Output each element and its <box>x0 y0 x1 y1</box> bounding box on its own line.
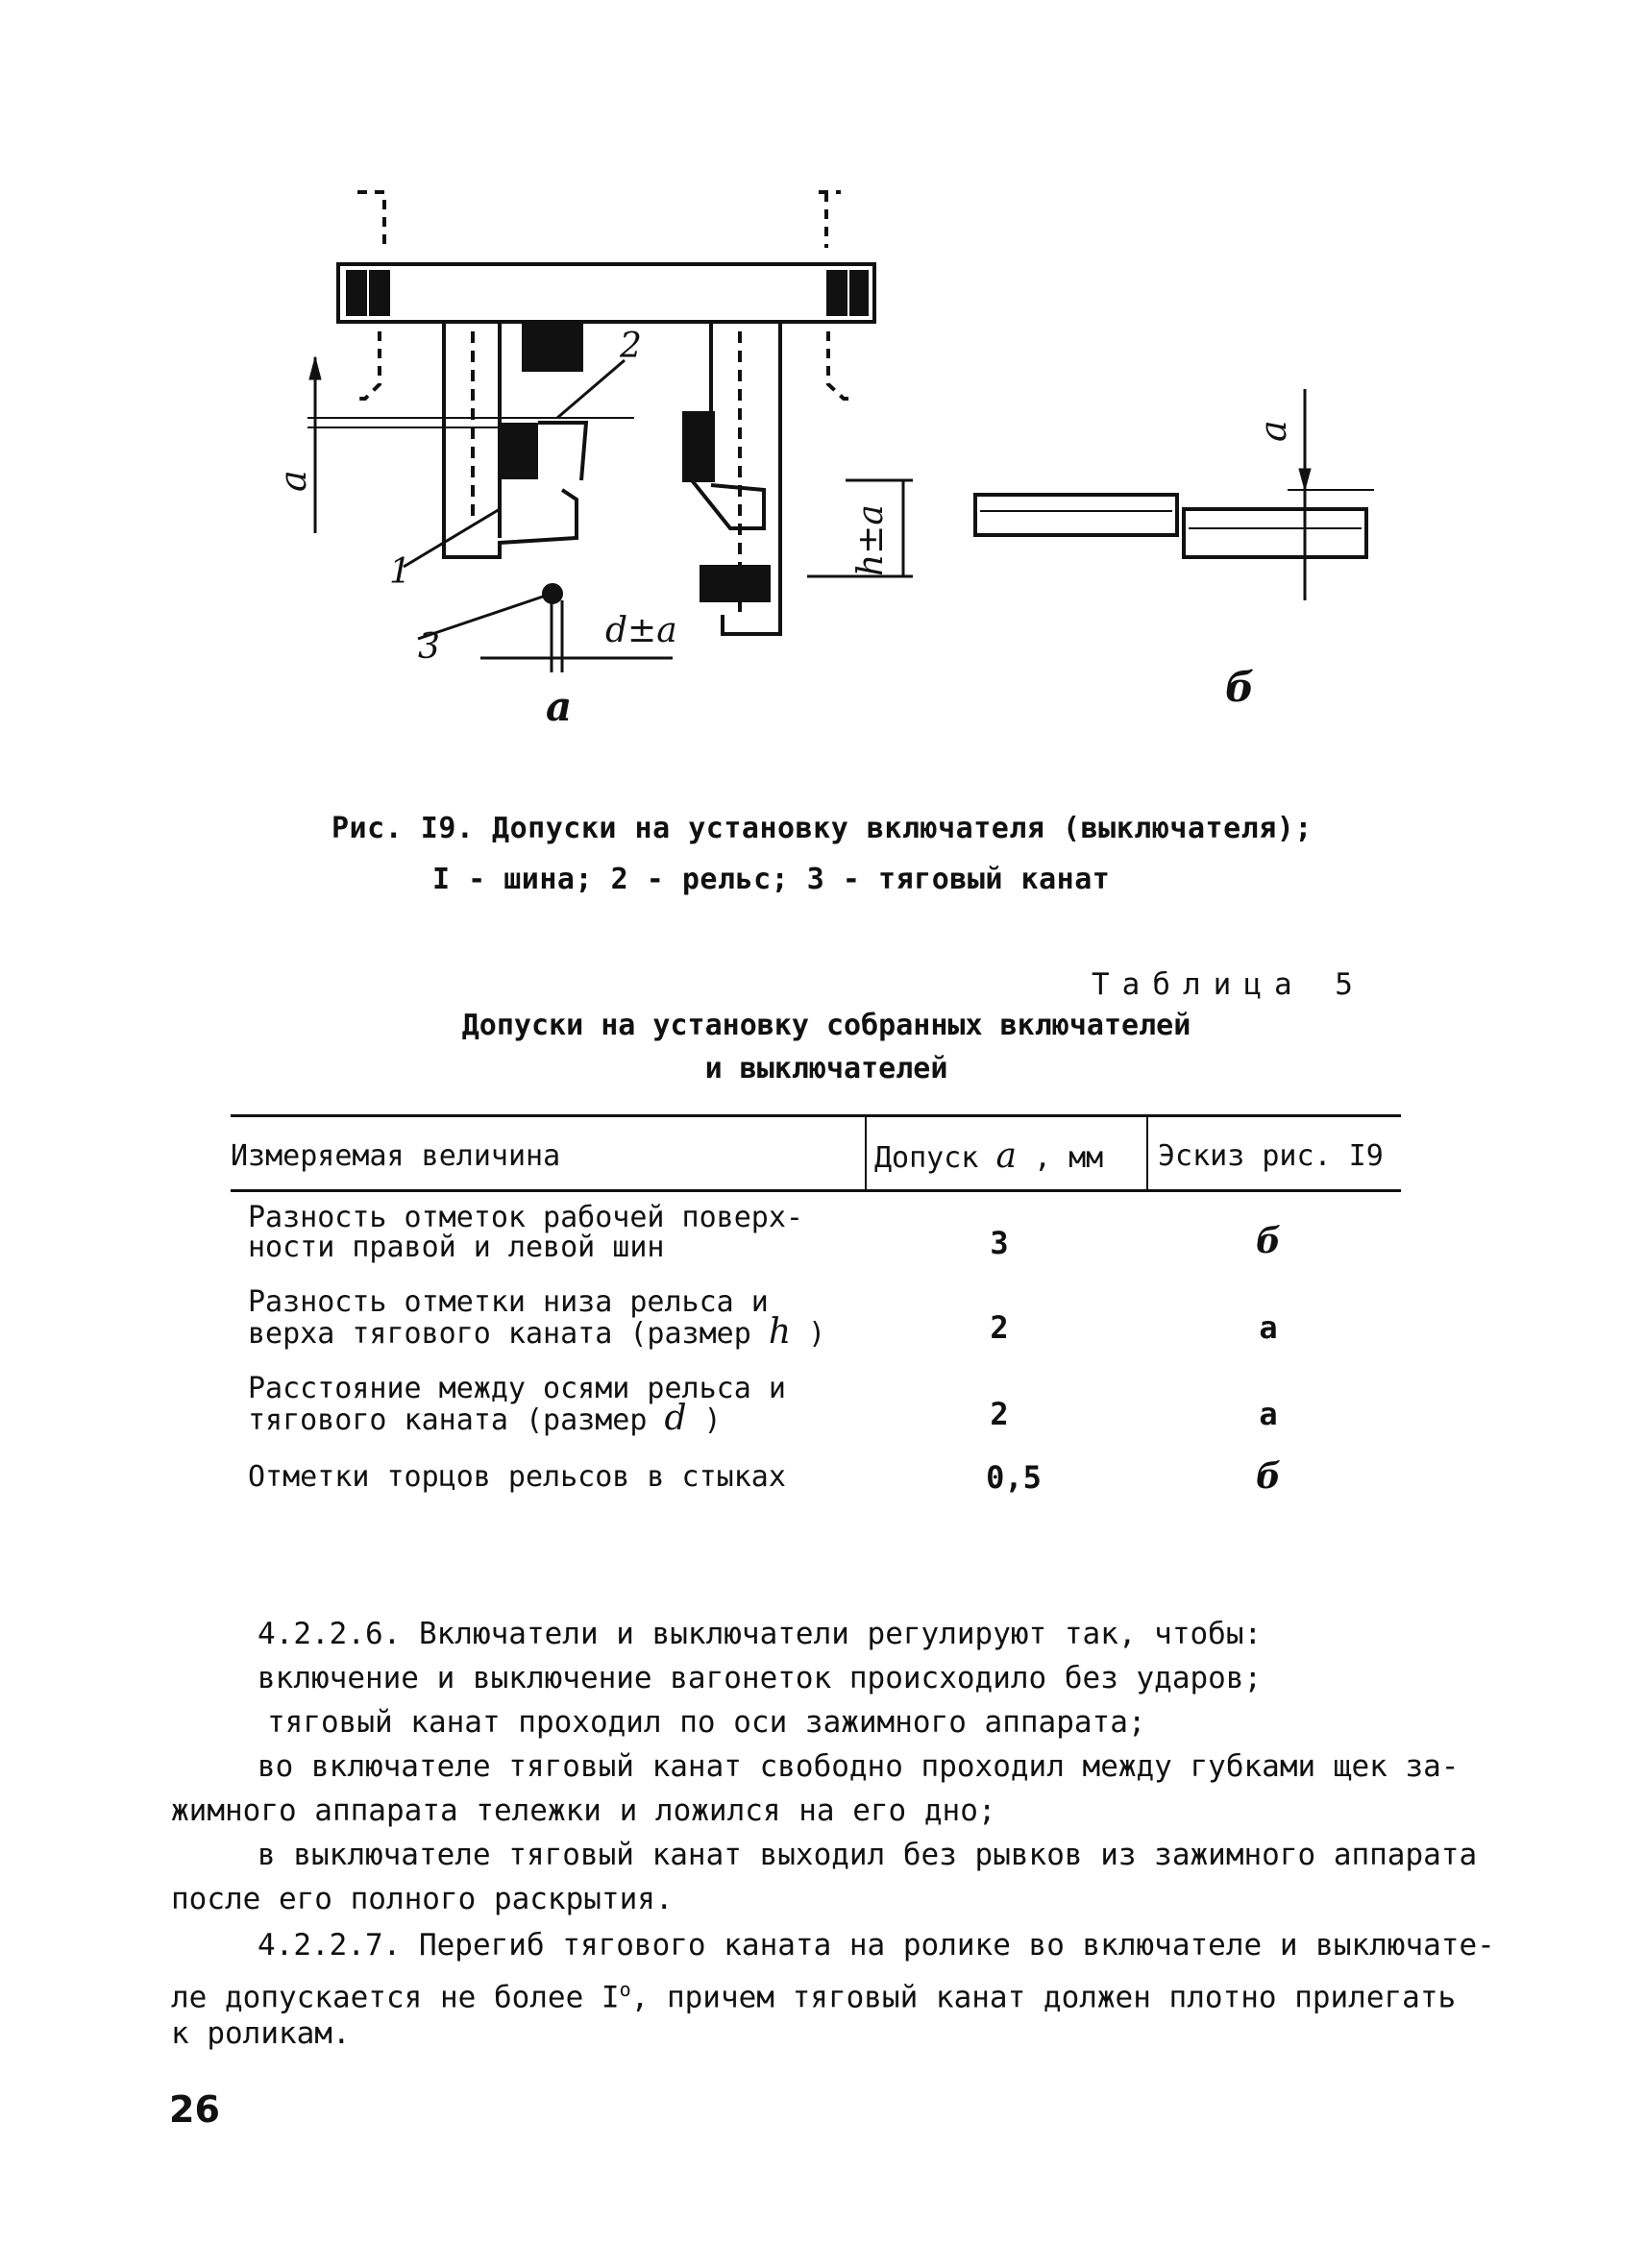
dim-a-left: а <box>272 470 314 492</box>
header-measured-value: Измеряемая величина <box>231 1139 561 1173</box>
table-title-line1: Допуски на установку собранных включателей <box>461 1009 1191 1042</box>
para-4-2-2-7-line1: 4.2.2.7. Перегиб тягового каната на ролике во включателе и выключате- <box>258 1928 1495 1963</box>
figure-caption-line1: Рис. I9. Допуски на установку включателя (выключателя); <box>331 812 1313 845</box>
header-tolerance: Допуск а , мм <box>874 1136 1104 1176</box>
para-4-2-2-7-line2: ле допускается не более $I^о$, причем тяговый канат должен плотно прилегать <box>171 1978 1457 2015</box>
row2-line2: верха тягового каната (размер h ) <box>248 1312 826 1352</box>
table-title-line2: и выключателей <box>704 1052 948 1085</box>
table-header-rule <box>231 1189 1401 1192</box>
view-b-label: б <box>1225 664 1255 711</box>
page-number: 26 <box>169 2088 220 2131</box>
table-row <box>248 1285 826 1352</box>
para-4-2-2-6-line3: тяговый канат проходил по оси зажимного аппарата; <box>267 1705 1146 1740</box>
table-row <box>248 1203 803 1262</box>
dim-h: h±а <box>851 504 891 576</box>
row1-tolerance: 3 <box>990 1225 1009 1261</box>
row1-line1: Разность отметок рабочей поверх- <box>248 1201 803 1234</box>
row2-sketch: а <box>1259 1309 1278 1346</box>
figure-caption-line2: I - шина; 2 - рельс; 3 - тяговый канат <box>432 863 1111 896</box>
header-tolerance-symbol: а <box>995 1136 1017 1176</box>
row3-line1: Расстояние между осями рельса и <box>248 1372 786 1405</box>
callout-1: 1 <box>389 552 411 592</box>
dim-d: d±а <box>605 611 677 650</box>
para-4-2-2-6-line1: 4.2.2.6. Включатели и выключатели регулируют так, чтобы: <box>258 1617 1263 1651</box>
para-4-2-2-6-line7: после его полного раскрытия. <box>171 1882 674 1916</box>
row2-tolerance: 2 <box>990 1309 1009 1346</box>
row3-tolerance: 2 <box>990 1396 1009 1432</box>
table-top-rule <box>231 1114 1401 1117</box>
row2-symbol: h <box>768 1312 792 1352</box>
row3-sketch: а <box>1259 1396 1278 1432</box>
row1-sketch: б <box>1256 1221 1281 1261</box>
para-4-2-2-6-line4: во включателе тяговый канат свободно проходил между губками щек за- <box>258 1749 1460 1784</box>
degree-superscript: о <box>619 1978 631 2001</box>
row1-line2: ности правой и левой шин <box>248 1231 665 1264</box>
callout-3: 3 <box>418 627 440 667</box>
table-col-divider-1 <box>865 1116 867 1189</box>
callout-2: 2 <box>620 327 642 366</box>
table-label: Таблица 5 <box>1092 967 1365 1002</box>
row3-symbol: d <box>664 1399 687 1438</box>
row4-sketch: б <box>1256 1456 1281 1497</box>
row2-line1: Разность отметки низа рельса и <box>248 1285 769 1319</box>
dim-a-right: а <box>1252 420 1294 442</box>
table-col-divider-2 <box>1146 1116 1148 1189</box>
para-4-2-2-6-line2: включение и выключение вагонеток происходило без ударов; <box>258 1661 1263 1695</box>
row3-line2: тягового каната (размер d ) <box>248 1399 722 1438</box>
header-sketch: Эскиз рис. I9 <box>1158 1139 1384 1173</box>
row4-line1: Отметки торцов рельсов в стыках <box>248 1460 786 1494</box>
table-row <box>248 1462 786 1492</box>
para-4-2-2-7-line3: к роликам. <box>171 2016 351 2051</box>
row4-tolerance: 0,5 <box>986 1459 1042 1496</box>
para-4-2-2-6-line5: жимного аппарата тележки и ложился на его дно; <box>171 1793 996 1828</box>
figure-19-drawing <box>0 0 1645 768</box>
table-row <box>248 1372 786 1438</box>
view-a-label: а <box>546 683 573 730</box>
para-4-2-2-6-line6: в выключателе тяговый канат выходил без рывков из зажимного аппарата <box>258 1838 1478 1872</box>
